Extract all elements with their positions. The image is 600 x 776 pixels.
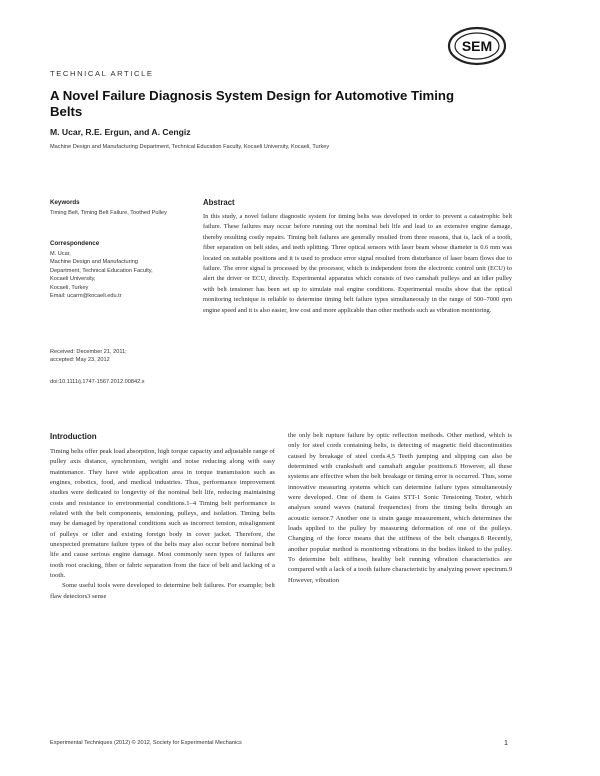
body-paragraph: Timing belts offer peak load absorption, high torque capacity and adjustable range of pulley axis distance, synchronism, weight and noise reducing along with easy maintenance. They have wide application area in torque transmission such as engines, robotics, food, and medical industries. Thus, performance improvement studies were dedicated to longevity of the nominal belt life, reducing maintaining costs and resistance to environmental conditions.1–4 Timing belt performance is related with the belt components, tensioning, pulleys, and isolation. Timing belts may be damaged by operational conditions such as incorrect tension, misalignment of pulleys or idler and existing foreign body in cover jacket. Therefore, the unexpected premature failure types of the belts may also occur before nominal belt life and cause serious engine damage. Most commonly seen types of failures are tooth root cracking, fiber or fabric separation from the face of belt and lacking of a tooth. xyxy=(50,448,275,580)
sem-logo-text: SEM xyxy=(461,38,493,54)
correspondence-line: Machine Design and Manufacturing xyxy=(50,259,138,266)
keywords-text: Timing Belt, Timing Belt Failure, Toothed Pulley xyxy=(50,210,167,216)
correspondence-line: Kocaeli University, xyxy=(50,276,96,283)
body-column-left xyxy=(50,447,275,602)
abstract-text: In this study, a novel failure diagnostic system for timing belts was developed in order to prevent a catastrophic belt failure. These failures may occur before running out the nominal belt life and lead to an extensive engine damage, thereby resulting costly repairs. Timing belt failures are generally resulted from three reasons, that is, lack of a tooth, fiber separation on belt sides, and teeth splitting. Three optical sensors with laser beam whose diameter is 0.6 mm was located on suitable positions and it is used to produce error signal resulted from disturbance of laser beam flows due to failure. The error signal is processed by the processor, which is independent from the electronic control unit (ECU) to alert the driver or ECU, directly. Experimental apparatus which consists of two camshaft pulleys and an idler pulley with belt tensioner has been set up to simulate real engine conditions. Experimental results show that the optical monitoring technique is reliable to determine timing belt failure types simultaneously in the range of 500–7000 rpm engine speed and it is also easier, low cost and more applicable than other methods such as vibration monitoring. xyxy=(203,213,512,314)
body-column-right xyxy=(288,431,512,586)
dates-block xyxy=(50,348,190,365)
affiliation: Machine Design and Manufacturing Department, Technical Education Faculty, Kocaeli University, Kocaeli, Turkey xyxy=(50,144,330,150)
page-number: 1 xyxy=(504,738,508,747)
doi-link[interactable]: doi:10.1111/j.1747-1567.2012.00842.x xyxy=(50,379,145,385)
correspondence-heading: Correspondence xyxy=(50,240,100,247)
paper-title: A Novel Failure Diagnosis System Design for Automotive Timing Belts xyxy=(50,88,455,119)
footer-journal: Experimental Techniques (2012) © 2012, Society for Experimental Mechanics xyxy=(50,740,242,746)
sem-logo xyxy=(447,26,507,66)
keywords-heading: Keywords xyxy=(50,199,80,206)
article-type-label: TECHNICAL ARTICLE xyxy=(50,69,154,78)
body-paragraph: the only belt rupture failure by optic reflection methods. Other method, which is only for steel cords containing belts, is detecting of magnetic field discontinuities caused by breakage of steel cords.4,5 Teeth jumping and slipping can also be determined with crankshaft and camshaft angular positions.6 However, all these systems are effective when the belt breakage or timing error is occurred. Thus, some innovative measuring systems which can determine failure types simultaneously were developed. One of them is Gates STT-1 Sonic Tensioning Tester, which analyses sound waves (natural frequencies) from the timing belts through an acoustic sensor.7 Another one is strain gauge measurement, which determines the loads applied to the pulley by measuring deformation of one of the pulleys. Changing of the force means that the stiffness of the belt changes.8 Recently, another popular method is monitoring vibrations in the bodies linked to the pulley. To determine belt stiffness, healthy belt running vibration characteristics are compared with a lack of a tooth failure characteristic by analyzing power spectrum.9 However, vibration xyxy=(288,432,512,584)
introduction-heading: Introduction xyxy=(50,432,97,441)
correspondence-line: Department, Technical Education Faculty, xyxy=(50,267,153,274)
body-paragraph: Some useful tools were developed to determine belt failures. For example; belt flaw detectors3 sense xyxy=(50,582,275,600)
accepted-date: accepted: May 23, 2012 xyxy=(50,357,110,364)
received-date: Received: December 21, 2011; xyxy=(50,349,127,355)
correspondence-block xyxy=(50,250,190,300)
correspondence-line: M. Ucar, xyxy=(50,251,71,257)
authors: M. Ucar, R.E. Ergun, and A. Cengiz xyxy=(50,127,191,137)
correspondence-line: Kocaeli, Turkey xyxy=(50,284,89,291)
correspondence-email[interactable]: Email: ucarm@kocaeli.edu.tr xyxy=(50,293,122,300)
abstract-heading: Abstract xyxy=(203,198,235,207)
